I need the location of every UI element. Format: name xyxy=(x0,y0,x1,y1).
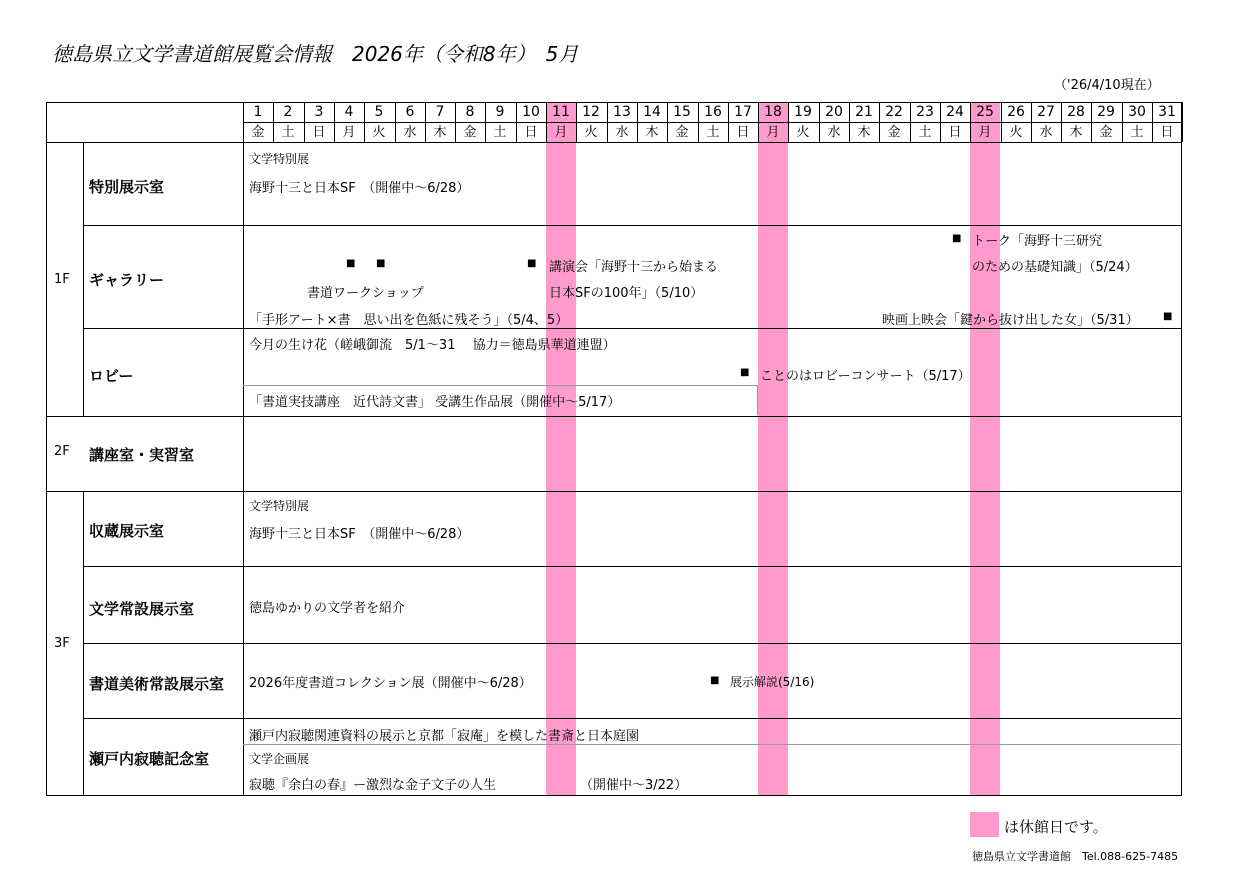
closed-day-legend: は休館日です。 xyxy=(1004,818,1108,836)
weekday-label: 金 xyxy=(887,125,901,140)
lobby-student-exhibition: 「書道実技講座 近代詩文書」 受講生作品展（開催中～5/17） xyxy=(249,395,621,410)
weekday-label: 土 xyxy=(706,125,720,140)
calligraphy-exhibition: 2026年度書道コレクション展（開催中～6/28） xyxy=(249,676,532,691)
weekday-label: 水 xyxy=(615,125,629,140)
student-box-right xyxy=(757,385,758,415)
floor-label-2f: 2F xyxy=(54,444,70,459)
weekday-label: 木 xyxy=(433,125,447,140)
room-row-line xyxy=(83,718,1182,719)
jakucho-divider xyxy=(243,744,1181,745)
weekday-label: 月 xyxy=(554,125,568,140)
floor-label-3f: 3F xyxy=(54,636,70,651)
room-row-line xyxy=(83,328,1182,329)
floor-row-line xyxy=(46,416,1182,417)
gallery-talk-title: トーク「海野十三研究 xyxy=(972,234,1103,249)
talk-bullet-icon: ■ xyxy=(952,233,962,244)
weekday-label: 金 xyxy=(251,125,265,140)
jakucho-exhibition: 寂聴『余白の春』ー激烈な金子文子の人生 xyxy=(249,778,497,793)
concert-bullet-icon: ■ xyxy=(740,367,750,378)
weekday-label: 土 xyxy=(281,125,295,140)
workshop-bullet-icon: ■ xyxy=(346,258,356,269)
day-number: 12 xyxy=(582,104,600,120)
floor1-divider xyxy=(83,142,84,416)
weekday-label: 水 xyxy=(827,125,841,140)
gallery-film: 映画上映会「鍵から抜け出した女」（5/31） xyxy=(882,313,1139,328)
weekday-label: 火 xyxy=(1009,125,1023,140)
jakucho-category: 文学企画展 xyxy=(249,752,310,766)
lobby-concert: ことのはロビーコンサート（5/17） xyxy=(760,369,971,384)
special-category: 文学特別展 xyxy=(249,152,310,166)
calligraphy-commentary: 展示解説(5/16) xyxy=(730,675,815,689)
day-number: 31 xyxy=(1158,104,1176,120)
closed-day-legend-swatch xyxy=(970,812,999,837)
weekday-label: 木 xyxy=(1069,125,1083,140)
footer-contact: 徳島県立文学書道館 Tel.088-625-7485 xyxy=(972,850,1179,863)
day-number: 26 xyxy=(1007,104,1025,120)
weekday-label: 木 xyxy=(857,125,871,140)
gallery-workshop-detail: 「手形アート×書 思い出を色紙に残そう」（5/4、5） xyxy=(249,313,569,328)
day-number: 6 xyxy=(405,104,415,120)
jakucho-exhibition-period: （開催中～3/22） xyxy=(580,778,688,793)
workshop-bullet-icon: ■ xyxy=(376,258,386,269)
day-number: 13 xyxy=(613,104,631,120)
day-number: 29 xyxy=(1097,104,1115,120)
weekday-label: 土 xyxy=(1130,125,1144,140)
day-number: 23 xyxy=(916,104,934,120)
day-number: 11 xyxy=(552,104,570,120)
weekday-label: 火 xyxy=(372,125,386,140)
day-number: 1 xyxy=(253,104,263,120)
gallery-talk-detail: のための基礎知識」（5/24） xyxy=(972,260,1138,275)
day-number: 30 xyxy=(1128,104,1146,120)
room-special-exhibition: 特別展示室 xyxy=(89,178,165,196)
weekday-label: 日 xyxy=(736,125,750,140)
day-number: 22 xyxy=(885,104,903,120)
floor-label-1f: 1F xyxy=(54,272,70,287)
room-calligraphy: 書道美術常設展示室 xyxy=(89,675,225,693)
room-lobby: ロビー xyxy=(89,367,134,385)
room-lecture: 講座室・実習室 xyxy=(89,446,195,464)
weekday-label: 月 xyxy=(342,125,356,140)
weekday-label: 土 xyxy=(493,125,507,140)
weekday-label: 火 xyxy=(796,125,810,140)
day-number: 4 xyxy=(344,104,354,120)
room-collection: 収蔵展示室 xyxy=(89,522,165,540)
day-number: 9 xyxy=(495,104,505,120)
weekday-label: 水 xyxy=(1039,125,1053,140)
day-number: 10 xyxy=(522,104,540,120)
jakucho-permanent: 瀬戸内寂聴関連資料の展示と京都「寂庵」を模した書斎と日本庭園 xyxy=(249,729,640,744)
weekday-label: 水 xyxy=(403,125,417,140)
day-number: 15 xyxy=(673,104,691,120)
day-number: 18 xyxy=(764,104,782,120)
day-number: 7 xyxy=(435,104,445,120)
weekday-label: 月 xyxy=(766,125,780,140)
weekday-label: 日 xyxy=(948,125,962,140)
weekday-label: 日 xyxy=(1160,125,1174,140)
film-bullet-icon: ■ xyxy=(1163,311,1173,322)
day-column-line xyxy=(1182,102,1183,142)
special-exhibition: 海野十三と日本SF （開催中～6/28） xyxy=(249,181,470,196)
room-row-line xyxy=(83,566,1182,567)
as-of-date: （'26/4/10現在） xyxy=(1054,78,1160,93)
room-row-line xyxy=(83,643,1182,644)
header-bottom-line xyxy=(46,142,1182,143)
literature-exhibition: 徳島ゆかりの文学者を紹介 xyxy=(249,601,406,616)
gallery-lecture-title: 講演会「海野十三から始まる xyxy=(549,260,719,275)
weekday-label: 金 xyxy=(463,125,477,140)
room-jakucho: 瀬戸内寂聴記念室 xyxy=(89,750,210,768)
weekday-label: 月 xyxy=(978,125,992,140)
day-number: 27 xyxy=(1037,104,1055,120)
day-number: 20 xyxy=(825,104,843,120)
floor-row-line xyxy=(46,491,1182,492)
content-left-line xyxy=(243,142,244,796)
lecture-bullet-icon: ■ xyxy=(527,258,537,269)
student-box-top xyxy=(243,385,758,386)
day-number: 17 xyxy=(734,104,752,120)
weekday-label: 金 xyxy=(675,125,689,140)
weekday-label: 木 xyxy=(645,125,659,140)
day-number: 21 xyxy=(855,104,873,120)
room-row-line xyxy=(83,225,1182,226)
gallery-workshop-title: 書道ワークショップ xyxy=(307,286,424,301)
day-number: 16 xyxy=(704,104,722,120)
collection-category: 文学特別展 xyxy=(249,499,310,513)
day-number: 25 xyxy=(976,104,994,120)
weekday-label: 日 xyxy=(312,125,326,140)
page-title: 徳島県立文学書道館展覧会情報 2026年（令和8年） 5月 xyxy=(52,42,579,66)
day-number: 19 xyxy=(794,104,812,120)
weekday-label: 土 xyxy=(918,125,932,140)
day-number: 28 xyxy=(1067,104,1085,120)
commentary-bullet-icon: ■ xyxy=(710,675,720,686)
day-number: 14 xyxy=(643,104,661,120)
day-number: 24 xyxy=(946,104,964,120)
day-number: 8 xyxy=(465,104,475,120)
weekday-label: 金 xyxy=(1099,125,1113,140)
lobby-ikebana: 今月の生け花（嵯峨御流 5/1～31 協力＝徳島県華道連盟） xyxy=(249,338,616,353)
weekday-label: 日 xyxy=(524,125,538,140)
room-gallery: ギャラリー xyxy=(89,271,165,289)
day-number: 5 xyxy=(374,104,384,120)
room-literature: 文学常設展示室 xyxy=(89,600,195,618)
weekday-label: 火 xyxy=(584,125,598,140)
day-number: 2 xyxy=(283,104,293,120)
collection-exhibition: 海野十三と日本SF （開催中～6/28） xyxy=(249,527,470,542)
day-number: 3 xyxy=(314,104,324,120)
gallery-lecture-detail: 日本SFの100年」（5/10） xyxy=(549,286,704,301)
